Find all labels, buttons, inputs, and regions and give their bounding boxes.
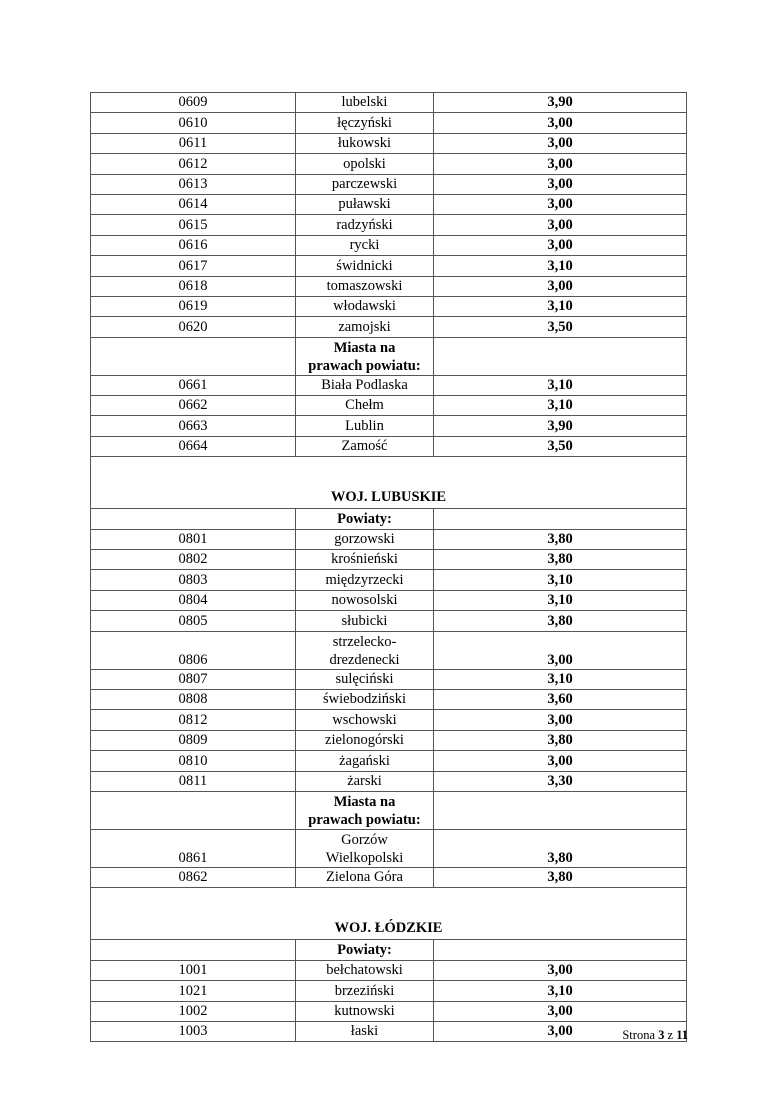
name-cell: świebodziński <box>296 689 434 709</box>
value-cell: 3,10 <box>434 396 687 416</box>
table-row <box>91 730 687 750</box>
table-row <box>91 1021 687 1041</box>
table-row <box>91 960 687 980</box>
name-cell: gorzowski <box>296 529 434 549</box>
value-cell: 3,90 <box>434 93 687 113</box>
name-cell: Zielona Góra <box>296 867 434 887</box>
value-cell: 3,00 <box>434 751 687 771</box>
value-cell: 3,50 <box>434 436 687 456</box>
subheader-row <box>91 509 687 529</box>
table-row <box>91 867 687 887</box>
code-cell: 0861 <box>91 829 296 867</box>
table-row <box>91 570 687 590</box>
name-cell: sulęciński <box>296 669 434 689</box>
value-cell: 3,00 <box>434 276 687 296</box>
name-cell: zamojski <box>296 317 434 337</box>
name-cell: zielonogórski <box>296 730 434 750</box>
table-row <box>91 375 687 395</box>
code-cell: 1021 <box>91 981 296 1001</box>
name-cell: Zamość <box>296 436 434 456</box>
value-cell: 3,80 <box>434 730 687 750</box>
footer-separator: z <box>667 1028 674 1042</box>
code-cell: 0810 <box>91 751 296 771</box>
value-cell: 3,00 <box>434 235 687 255</box>
code-cell: 0617 <box>91 256 296 276</box>
code-cell: 0662 <box>91 396 296 416</box>
value-cell: 3,00 <box>434 133 687 153</box>
name-cell: rycki <box>296 235 434 255</box>
name-cell: puławski <box>296 194 434 214</box>
voivodeship-row <box>91 457 687 509</box>
table-row <box>91 416 687 436</box>
subheader-cell <box>296 791 434 829</box>
code-cell: 0811 <box>91 771 296 791</box>
code-cell: 0610 <box>91 113 296 133</box>
code-cell: 0618 <box>91 276 296 296</box>
code-cell: 0862 <box>91 867 296 887</box>
subheader-cell-line-1: Miasta na <box>333 339 396 356</box>
value-cell: 3,10 <box>434 296 687 316</box>
table-row <box>91 829 687 867</box>
name-cell: wschowski <box>296 710 434 730</box>
name-cell: radzyński <box>296 215 434 235</box>
code-cell: 0804 <box>91 590 296 610</box>
name-cell: tomaszowski <box>296 276 434 296</box>
code-cell: 0805 <box>91 611 296 631</box>
name-cell: łukowski <box>296 133 434 153</box>
value-cell: 3,00 <box>434 194 687 214</box>
name-cell-line-1: Gorzów <box>341 831 388 848</box>
code-cell: 1001 <box>91 960 296 980</box>
code-cell: 1003 <box>91 1021 296 1041</box>
value-cell: 3,80 <box>434 829 687 867</box>
empty-cell <box>91 337 296 375</box>
table-row <box>91 396 687 416</box>
code-cell: 0809 <box>91 730 296 750</box>
code-cell: 0803 <box>91 570 296 590</box>
code-cell: 0613 <box>91 174 296 194</box>
table-row <box>91 1001 687 1021</box>
name-cell: żagański <box>296 751 434 771</box>
name-cell <box>296 829 434 867</box>
value-cell: 3,10 <box>434 590 687 610</box>
table-row <box>91 529 687 549</box>
table-row <box>91 154 687 174</box>
table-row <box>91 194 687 214</box>
voivodeship-title: WOJ. ŁÓDZKIE <box>91 888 687 940</box>
code-cell: 0802 <box>91 550 296 570</box>
code-cell: 0615 <box>91 215 296 235</box>
table-row <box>91 256 687 276</box>
name-cell: międzyrzecki <box>296 570 434 590</box>
table-row <box>91 215 687 235</box>
code-cell: 0812 <box>91 710 296 730</box>
name-cell-line-2: drezdenecki <box>329 651 400 668</box>
name-cell: brzeziński <box>296 981 434 1001</box>
code-cell: 0664 <box>91 436 296 456</box>
table-row <box>91 590 687 610</box>
code-cell: 0619 <box>91 296 296 316</box>
voivodeship-title: WOJ. LUBUSKIE <box>91 457 687 509</box>
table-row <box>91 710 687 730</box>
value-cell: 3,00 <box>434 174 687 194</box>
subheader-cell-line-2: prawach powiatu: <box>308 357 421 374</box>
code-cell: 0612 <box>91 154 296 174</box>
name-cell-line-2: Wielkopolski <box>325 849 404 866</box>
code-cell: 0616 <box>91 235 296 255</box>
empty-cell <box>434 337 687 375</box>
name-cell: kutnowski <box>296 1001 434 1021</box>
table-row <box>91 550 687 570</box>
page-footer <box>622 1028 688 1043</box>
table-row <box>91 317 687 337</box>
subheader-cell: Powiaty: <box>296 940 434 960</box>
empty-cell <box>91 791 296 829</box>
table-row <box>91 611 687 631</box>
code-cell: 0807 <box>91 669 296 689</box>
code-cell: 0614 <box>91 194 296 214</box>
subheader-cell: Powiaty: <box>296 509 434 529</box>
subheader-row <box>91 940 687 960</box>
empty-cell <box>434 791 687 829</box>
value-cell: 3,00 <box>434 113 687 133</box>
table-row <box>91 235 687 255</box>
name-cell: świdnicki <box>296 256 434 276</box>
code-cell: 0801 <box>91 529 296 549</box>
table-row <box>91 113 687 133</box>
table-row <box>91 689 687 709</box>
value-cell: 3,90 <box>434 416 687 436</box>
footer-prefix: Strona <box>622 1028 655 1042</box>
name-cell: bełchatowski <box>296 960 434 980</box>
value-cell: 3,80 <box>434 611 687 631</box>
name-cell: włodawski <box>296 296 434 316</box>
value-cell: 3,60 <box>434 689 687 709</box>
table-row <box>91 771 687 791</box>
code-cell: 0663 <box>91 416 296 436</box>
value-cell: 3,50 <box>434 317 687 337</box>
empty-cell <box>91 509 296 529</box>
empty-cell <box>434 940 687 960</box>
subheader-cell-line-2: prawach powiatu: <box>308 811 421 828</box>
footer-total-pages: 11 <box>676 1028 688 1042</box>
code-cell: 0609 <box>91 93 296 113</box>
value-cell: 3,80 <box>434 867 687 887</box>
name-cell: żarski <box>296 771 434 791</box>
value-cell: 3,00 <box>434 710 687 730</box>
table-row <box>91 669 687 689</box>
name-cell: nowosolski <box>296 590 434 610</box>
value-cell: 3,00 <box>434 215 687 235</box>
code-cell: 0808 <box>91 689 296 709</box>
table-row <box>91 276 687 296</box>
name-cell <box>296 631 434 669</box>
subheader-row <box>91 337 687 375</box>
table-row <box>91 631 687 669</box>
name-cell: opolski <box>296 154 434 174</box>
name-cell: Chełm <box>296 396 434 416</box>
subheader-cell <box>296 337 434 375</box>
name-cell: łęczyński <box>296 113 434 133</box>
table-row <box>91 93 687 113</box>
value-cell: 3,00 <box>434 1021 687 1041</box>
rates-table <box>90 92 687 1042</box>
value-cell: 3,10 <box>434 256 687 276</box>
value-cell: 3,00 <box>434 631 687 669</box>
name-cell: łaski <box>296 1021 434 1041</box>
footer-page-number: 3 <box>658 1028 665 1042</box>
code-cell: 0620 <box>91 317 296 337</box>
value-cell: 3,80 <box>434 550 687 570</box>
name-cell: parczewski <box>296 174 434 194</box>
code-cell: 1002 <box>91 1001 296 1021</box>
table-row <box>91 296 687 316</box>
voivodeship-row <box>91 888 687 940</box>
name-cell: słubicki <box>296 611 434 631</box>
code-cell: 0611 <box>91 133 296 153</box>
name-cell-line-1: strzelecko- <box>332 633 397 650</box>
value-cell: 3,00 <box>434 154 687 174</box>
value-cell: 3,30 <box>434 771 687 791</box>
table-row <box>91 174 687 194</box>
name-cell: Biała Podlaska <box>296 375 434 395</box>
subheader-cell-line-1: Miasta na <box>333 793 396 810</box>
subheader-row <box>91 791 687 829</box>
value-cell: 3,00 <box>434 1001 687 1021</box>
name-cell: Lublin <box>296 416 434 436</box>
value-cell: 3,10 <box>434 981 687 1001</box>
value-cell: 3,80 <box>434 529 687 549</box>
code-cell: 0661 <box>91 375 296 395</box>
name-cell: krośnieński <box>296 550 434 570</box>
value-cell: 3,00 <box>434 960 687 980</box>
value-cell: 3,10 <box>434 375 687 395</box>
table-row <box>91 981 687 1001</box>
table-row <box>91 751 687 771</box>
value-cell: 3,10 <box>434 570 687 590</box>
table-row <box>91 133 687 153</box>
empty-cell <box>434 509 687 529</box>
name-cell: lubelski <box>296 93 434 113</box>
code-cell: 0806 <box>91 631 296 669</box>
empty-cell <box>91 940 296 960</box>
table-row <box>91 436 687 456</box>
value-cell: 3,10 <box>434 669 687 689</box>
